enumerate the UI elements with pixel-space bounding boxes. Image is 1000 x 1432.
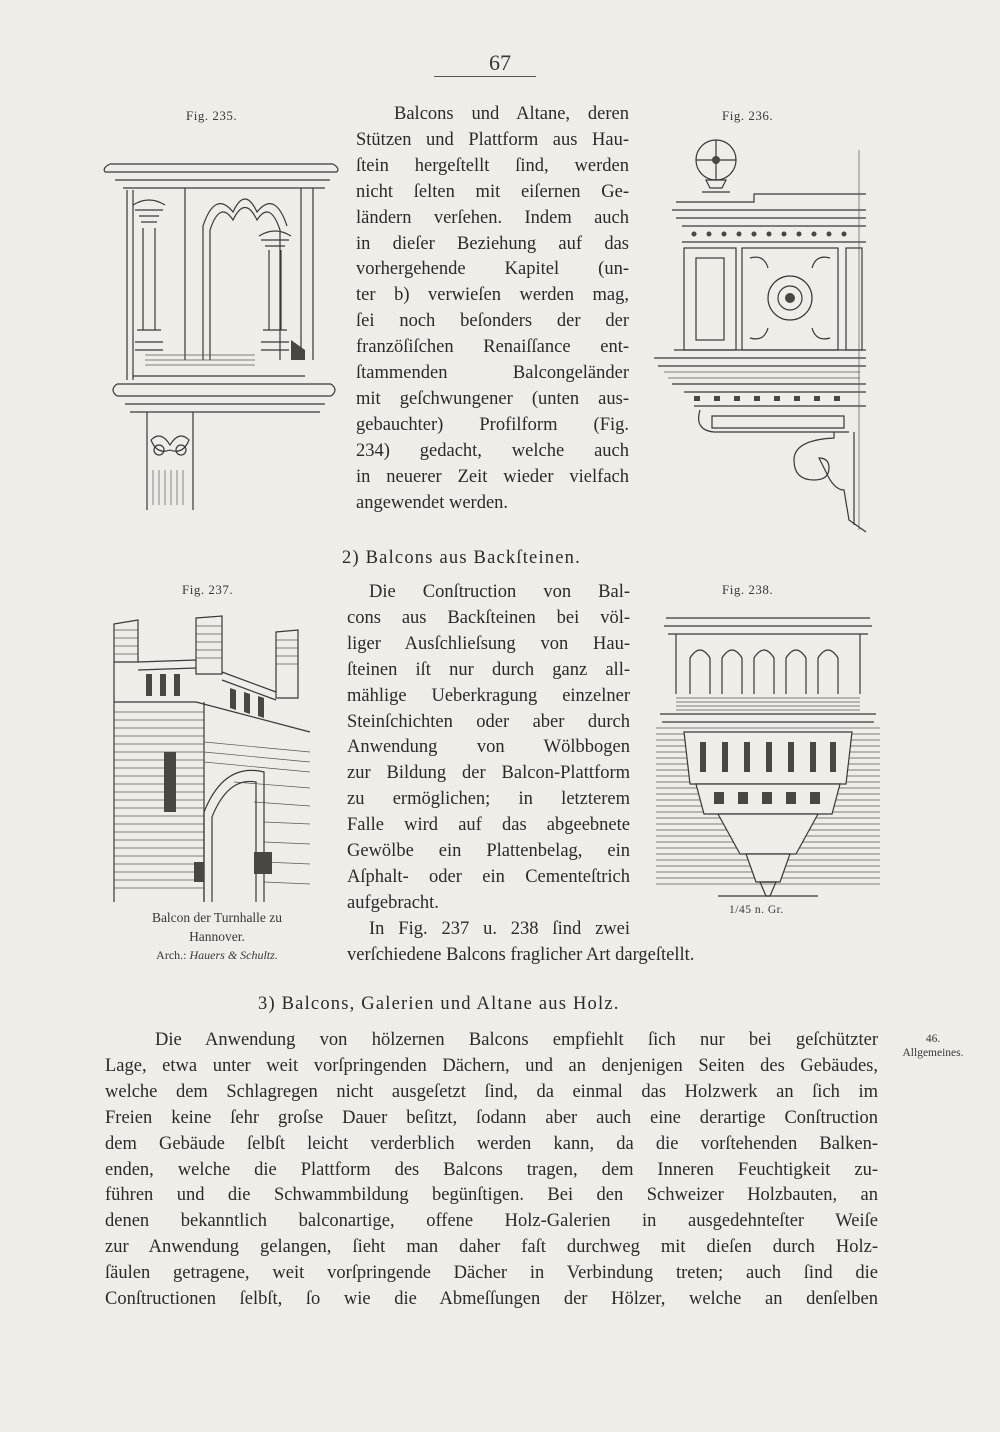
caption-credit-prefix: Arch.: — [156, 948, 187, 962]
page-number-rule — [434, 76, 536, 77]
text-line: ſäulen getragene, weit vorſpringende Dächer in Verbindung treten; auch ſind die — [105, 1263, 878, 1284]
section-1-paragraph — [356, 102, 629, 517]
fig-238-scale: 1/45 n. Gr. — [729, 904, 784, 916]
text-line: Anwendung von Wölbbogen — [347, 737, 630, 758]
text-line: denen bekanntlich balconartige, offene Holz-Galerien in ausgedehnteſter Weiſe — [105, 1211, 878, 1232]
text-line: vorhergehende Kapitel (un- — [356, 259, 629, 280]
section-3-heading: 3) Balcons, Galerien und Altane aus Holz. — [258, 994, 620, 1014]
text-line: ſtammenden Balcongeländer — [356, 363, 629, 384]
text-line: ſteinen iſt nur durch ganz all- — [347, 659, 630, 680]
caption-credit-names: Hauers & Schultz. — [189, 948, 278, 962]
text-line: In Fig. 237 u. 238 ſind zwei — [369, 918, 630, 939]
fig-236-illustration — [654, 130, 866, 535]
fig-235-label: Fig. 235. — [186, 108, 238, 123]
text-line: nicht ſelten mit eiſernen Ge- — [356, 181, 629, 202]
text-line: Conſtructionen ſelbſt, ſo wie die Abmeſſungen der Hölzer, welche an denſelben — [105, 1289, 878, 1310]
text-line: Steinſchichten oder aber durch — [347, 711, 630, 732]
text-line: Die Conſtruction von Bal- — [369, 582, 630, 602]
text-line: dem Gebäude ſelbſt leicht verderblich werden kann, da die vorſtehenden Balken- — [105, 1133, 878, 1154]
margin-note — [888, 1032, 978, 1060]
text-line-last: angewendet werden. — [356, 492, 509, 513]
text-line: gebauchter) Profilform (Fig. — [356, 414, 629, 435]
text-line: aufgebracht. — [347, 892, 439, 913]
text-line: Freien keine ſehr groſse Dauer beſitzt, ſodann aber auch eine derartige Conſtruction — [105, 1107, 878, 1128]
text-line: Gewölbe ein Plattenbelag, ein — [347, 841, 630, 862]
fig-237-illustration — [104, 612, 310, 902]
caption-line: Balcon der Turnhalle zu — [151, 910, 283, 925]
text-line: ter b) verwieſen werden mag, — [356, 285, 629, 306]
text-line: welche dem Schlagregen nicht ausgeſetzt ſind, da einmal das Holzwerk an ſich im — [105, 1081, 878, 1102]
fig-237-label: Fig. 237. — [182, 582, 234, 597]
text-line: führen und die Schwammbildung begünſtigen. Bei den Schweizer Holzbauten, an — [105, 1185, 878, 1206]
text-line: zur Anwendung gelangen, ſieht man daher faſt durchweg mit dieſen durch Holz- — [105, 1237, 878, 1258]
text-line: liger Ausſchlieſsung von Hau- — [347, 633, 630, 654]
text-line: Falle wird auf das abgeebnete — [347, 815, 630, 836]
fig-235-illustration — [105, 150, 337, 510]
margin-note-number: 46. — [925, 1033, 941, 1045]
fig-238-label: Fig. 238. — [722, 582, 774, 597]
text-line: in neuerer Zeit wieder vielfach — [356, 466, 629, 487]
section-2-paragraph — [347, 580, 695, 969]
text-line: zu ermöglichen; in letzterem — [347, 789, 630, 810]
page-number: 67 — [489, 50, 511, 75]
text-line: ſtein hergeſtellt ſind, werden — [356, 155, 629, 176]
text-line: Stützen und Plattform aus Hau- — [356, 129, 629, 150]
section-3-paragraph — [105, 1028, 878, 1313]
text-line-wide: verſchiedene Balcons fraglicher Art dargeſtellt. — [347, 944, 695, 965]
text-line: cons aus Backſteinen bei völ- — [347, 607, 630, 628]
text-line: mit geſchwungener (unten aus- — [356, 388, 629, 409]
text-line: ländern verſehen. Indem auch — [356, 207, 629, 228]
text-line: Lage, etwa unter weit vorſpringenden Dächern, und an denjenigen Seiten des Gebäudes, — [105, 1055, 878, 1076]
fig-237-caption — [114, 908, 320, 965]
margin-note-label: Allgemeines. — [902, 1047, 964, 1059]
section-2-heading: 2) Balcons aus Backſteinen. — [342, 548, 581, 568]
text-line: franzöſiſchen Renaiſſance ent- — [356, 337, 629, 358]
text-line: Aſphalt- oder ein Cementeſtrich — [347, 866, 630, 887]
fig-236-label: Fig. 236. — [722, 108, 774, 123]
text-line: ſei noch beſonders der der — [356, 311, 629, 332]
text-line: zur Bildung der Balcon-Plattform — [347, 763, 630, 784]
text-line: enden, welche die Plattform des Balcons tragen, dem Inneren Feuchtigkeit zu- — [105, 1159, 878, 1180]
text-line: 234) gedacht, welche auch — [356, 440, 629, 461]
caption-credit — [114, 946, 320, 965]
text-line: mählige Ueberkragung einzelner — [347, 685, 630, 706]
text-line: in dieſer Beziehung auf das — [356, 233, 629, 254]
caption-line: Hannover. — [189, 929, 245, 944]
text-line: Balcons und Altane, deren — [394, 104, 629, 124]
fig-238-illustration — [656, 614, 880, 902]
text-line: Die Anwendung von hölzernen Balcons empfiehlt ſich nur bei geſchützter — [155, 1030, 878, 1050]
